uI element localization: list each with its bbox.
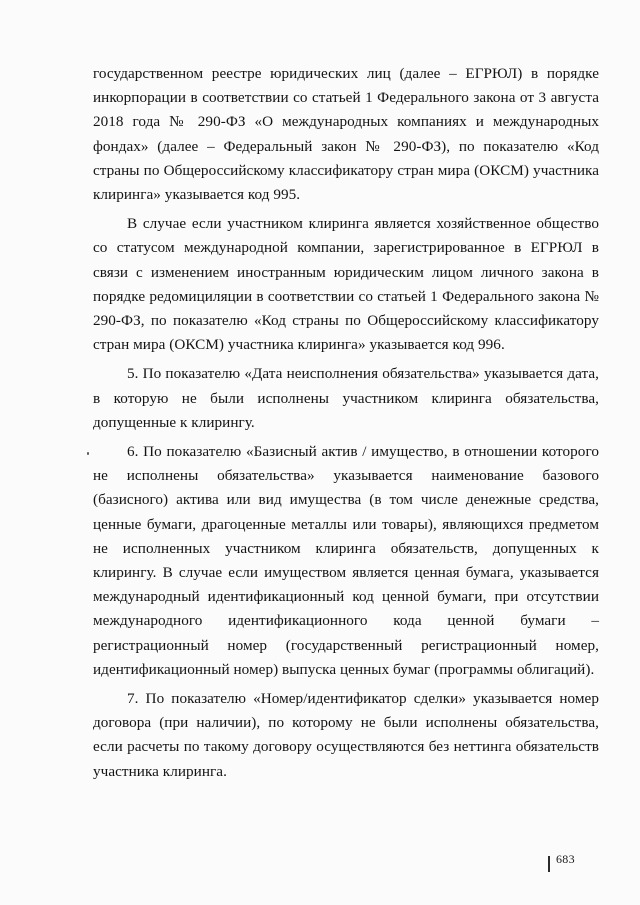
paragraph-redomiciliation: В случае если участником клиринга является хозяйственное общество со статусом международной компании, зарегистрированное в ЕГРЮЛ в связи с изменением иностранным юридическим лицом личного закона в порядке редомициляции в соответствии со статьей 1 Федерального закона № 290-ФЗ, по показателю «Код страны по Общероссийскому классификатору стран мира (ОКСМ) участника клиринга» указывается код 996. bbox=[93, 215, 599, 354]
paragraph-item-5: 5. По показателю «Дата неисполнения обязательства» указывается дата, в которую не были исполнены участником клиринга обязательства, допущенные к клирингу. bbox=[93, 365, 599, 431]
paragraph-item-6: 6. По показателю «Базисный актив / имущество, в отношении которого не исполнены обязательства» указывается наименование базового (базисного) актива или вид имущества (в том числе денежные средства, ценные бумаги, драгоценные металлы или товары), являющихся предметом не исполненных участником клиринга обязательств, допущенных к клирингу. В случае если имуществом является ценная бумага, указывается международный идентификационный код ценной бумаги, при отсутствии международного идентификационного кода ценной бумаги – регистрационный номер (государственный регистрационный номер, идентификационный номер) выпуска ценных бумаг (программы облигаций). bbox=[93, 443, 599, 678]
document-body bbox=[93, 62, 599, 789]
paragraph-item-7: 7. По показателю «Номер/идентификатор сделки» указывается номер договора (при наличии), по которому не были исполнены обязательства, если расчеты по такому договору осуществляются без неттинга обязательств участника клиринга. bbox=[93, 690, 599, 780]
page-number-area bbox=[548, 852, 575, 872]
paragraph-continuation: государственном реестре юридических лиц (далее – ЕГРЮЛ) в порядке инкорпорации в соответствии со статьей 1 Федерального закона от 3 августа 2018 года № 290-ФЗ «О международных компаниях и международных фондах» (далее – Федеральный закон № 290-ФЗ), по показателю «Код страны по Общероссийскому классификатору стран мира (ОКСМ) участника клиринга» указывается код 995. bbox=[93, 65, 599, 204]
scan-speck bbox=[87, 452, 89, 455]
margin-mark bbox=[548, 856, 550, 872]
page-number: 683 bbox=[556, 852, 575, 866]
